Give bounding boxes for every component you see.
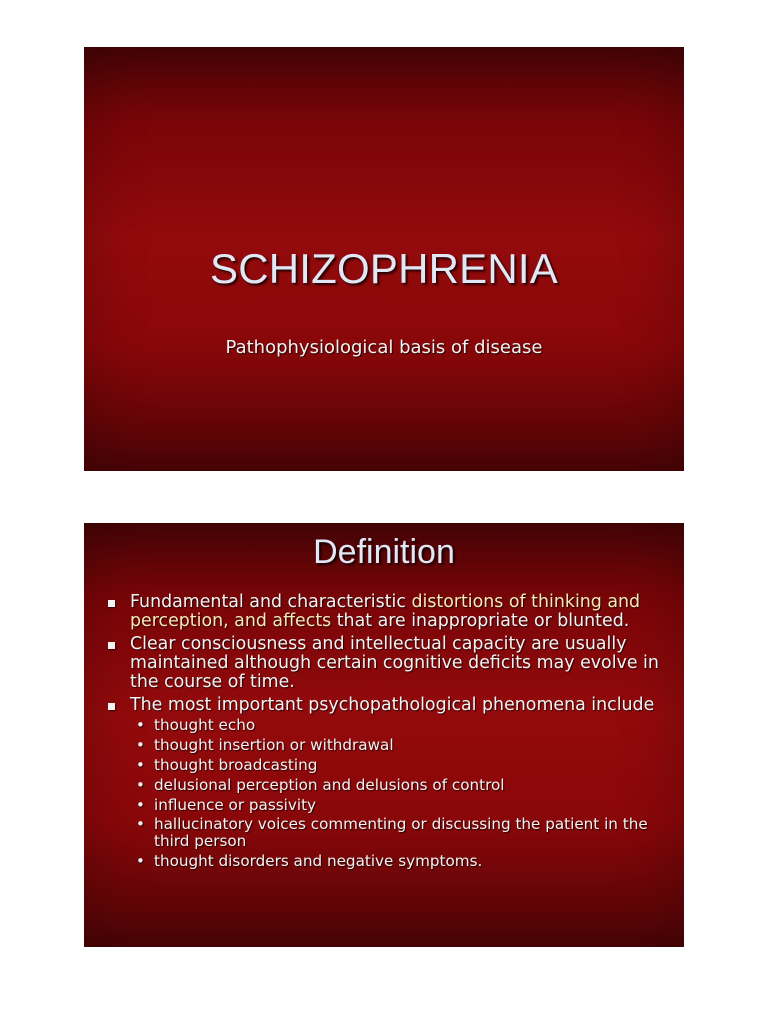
slide-subtitle: Pathophysiological basis of disease (225, 337, 543, 358)
bullet-item (106, 635, 676, 692)
sub-bullet-text: hallucinatory voices commenting or discussing the patient in the third person (154, 815, 648, 850)
dot-bullet-icon: • (136, 851, 145, 870)
dot-bullet-icon: • (136, 815, 145, 834)
title-slide (84, 47, 684, 471)
sub-bullet-item (130, 816, 676, 849)
bullet-text-highlight: distortions of thinking and perception, and affects (130, 592, 641, 631)
sub-bullet-list (130, 717, 676, 869)
slide-title: Definition (313, 533, 455, 571)
dot-bullet-icon: • (136, 716, 145, 734)
sub-bullet-text: thought broadcasting (154, 755, 318, 774)
bullet-text-pre: Fundamental and characteristic (130, 592, 412, 612)
sub-bullet-item (130, 757, 676, 774)
sub-bullet-text: thought disorders and negative symptoms. (154, 851, 483, 870)
definition-slide (84, 523, 684, 947)
sub-bullet-item (130, 777, 676, 794)
sub-bullet-item (130, 717, 676, 734)
slide-title: SCHIZOPHRENIA (210, 245, 558, 292)
dot-bullet-icon: • (136, 735, 145, 754)
sub-bullet-text: thought insertion or withdrawal (154, 735, 394, 754)
sub-bullet-text: delusional perception and delusions of control (154, 775, 505, 794)
bullet-text: Clear consciousness and intellectual capacity are usually maintained although certain cognitive deficits may evolve in the course of time. (130, 634, 659, 692)
bullet-text: The most important psychopathological phenomena include (130, 695, 655, 715)
dot-bullet-icon: • (136, 755, 145, 774)
sub-bullet-text: thought echo (154, 716, 256, 734)
bullet-text-post: that are inappropriate or blunted. (331, 611, 630, 631)
sub-bullet-item (130, 853, 676, 870)
square-bullet-icon (108, 703, 115, 710)
square-bullet-icon (108, 600, 115, 607)
dot-bullet-icon: • (136, 775, 145, 794)
sub-bullet-text: influence or passivity (154, 795, 317, 814)
bullet-item (106, 593, 676, 631)
bullet-item (106, 696, 676, 869)
bullet-list (106, 593, 676, 873)
dot-bullet-icon: • (136, 795, 145, 814)
square-bullet-icon (108, 642, 115, 649)
sub-bullet-item (130, 797, 676, 814)
sub-bullet-item (130, 737, 676, 754)
